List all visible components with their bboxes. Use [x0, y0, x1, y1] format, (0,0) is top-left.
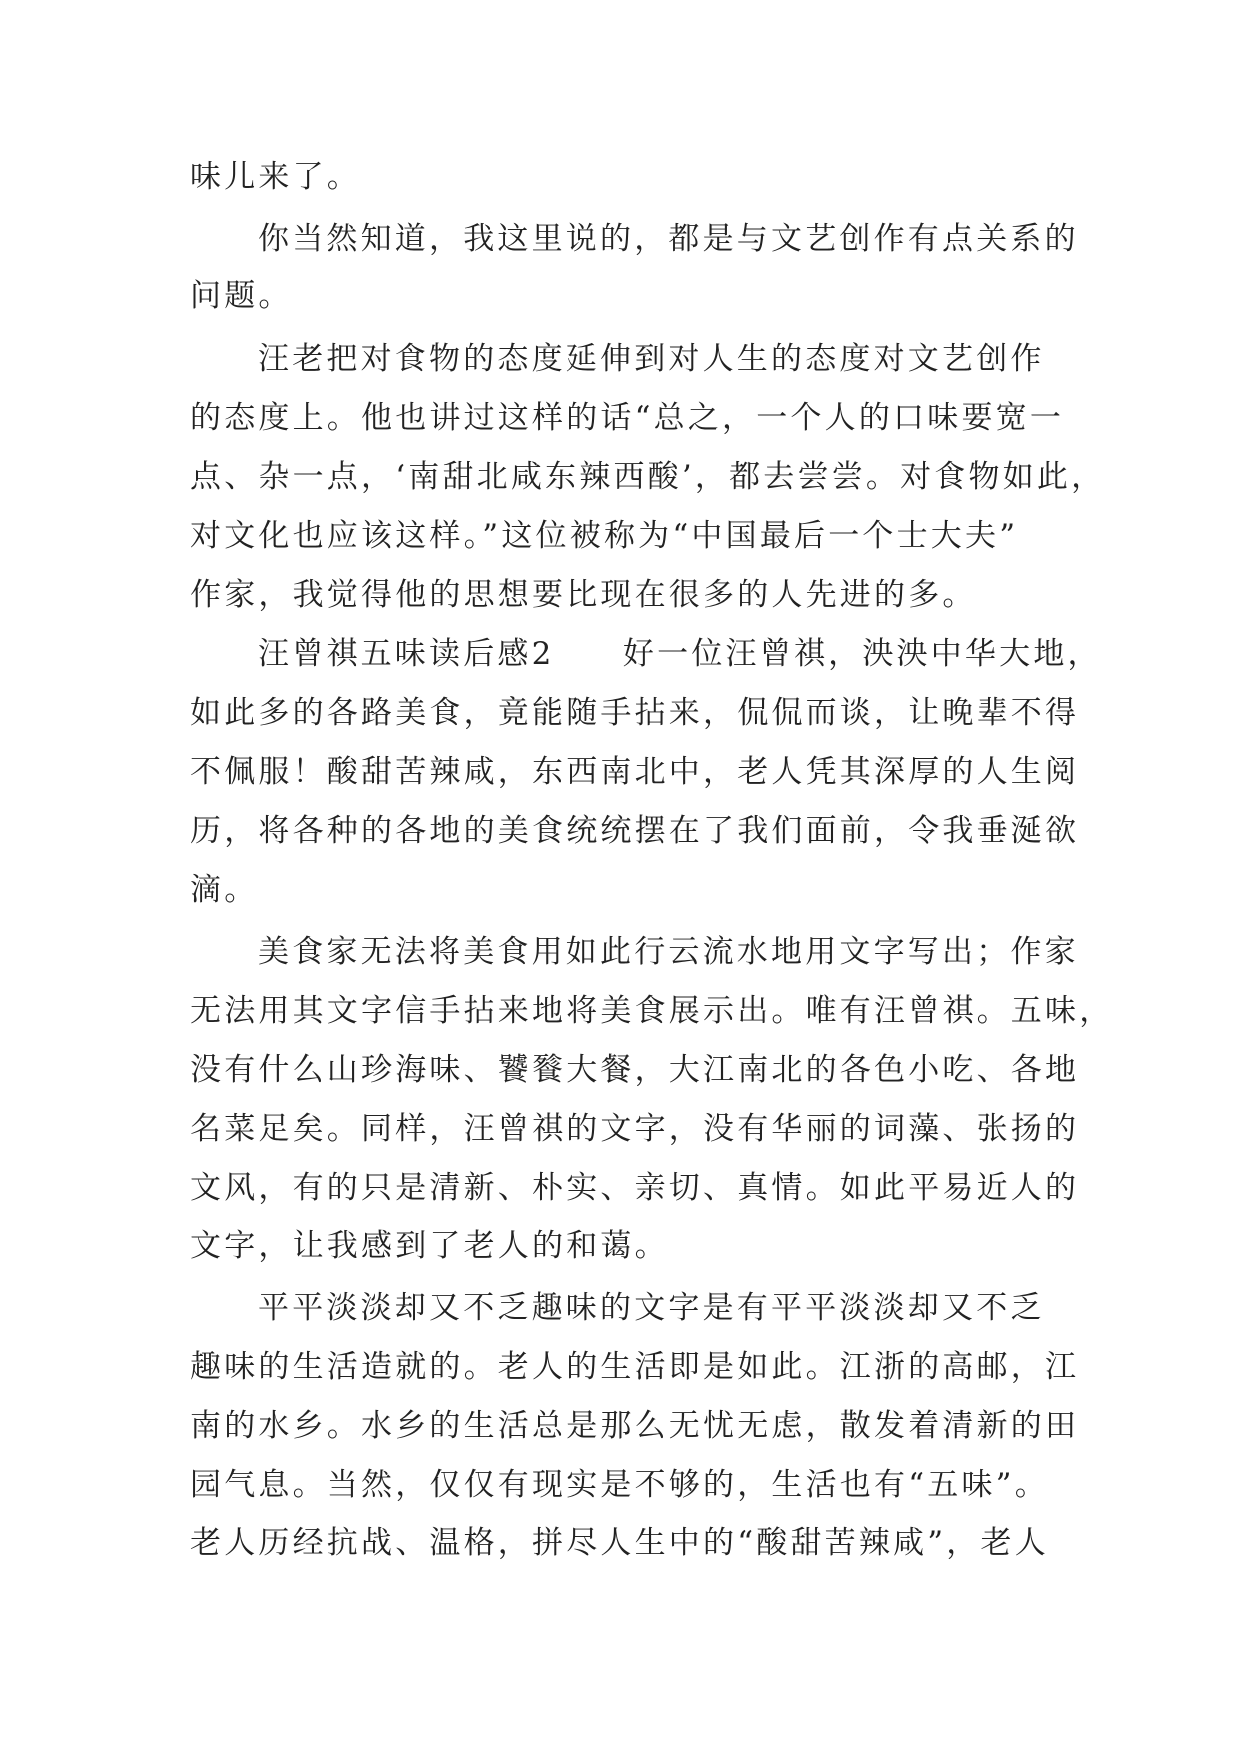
text-line: 无法用其文字信手拈来地将美食展示出。唯有汪曾祺。五味，: [190, 993, 1114, 1029]
text-line: 点、杂一点，‘南甜北咸东辣西酸’，都去尝尝。对食物如此，: [190, 459, 1106, 495]
text-line: 文风，有的只是清新、朴实、亲切、真情。如此平易近人的: [190, 1170, 1080, 1206]
text-line: 对文化也应该这样。”这位被称为“中国最后一个士大夫”: [190, 518, 1019, 554]
text-line: 味儿来了。: [190, 159, 361, 195]
text-line: 滴。: [190, 872, 259, 908]
text-line: 名菜足矣。同样，汪曾祺的文字，没有华丽的词藻、张扬的: [190, 1111, 1080, 1147]
text-line: 园气息。当然，仅仅有现实是不够的，生活也有“五味”。: [190, 1467, 1049, 1503]
text-line: 老人历经抗战、温格，拼尽人生中的“酸甜苦辣咸”，老人: [190, 1525, 1049, 1561]
text-line: 汪曾祺五味读后感2 好一位汪曾祺，泱泱中华大地，: [258, 636, 1102, 672]
text-line: 文字，让我感到了老人的和蔼。: [190, 1228, 669, 1264]
text-line: 历，将各种的各地的美食统统摆在了我们面前，令我垂涎欲: [190, 813, 1080, 849]
text-line: 问题。: [190, 278, 293, 314]
text-line: 趣味的生活造就的。老人的生活即是如此。江浙的高邮，江: [190, 1349, 1080, 1385]
text-line: 汪老把对食物的态度延伸到对人生的态度对文艺创作: [258, 341, 1045, 377]
text-line: 的态度上。他也讲过这样的话“总之，一个人的口味要宽一: [190, 400, 1065, 436]
text-line: 南的水乡。水乡的生活总是那么无忧无虑，散发着清新的田: [190, 1408, 1080, 1444]
text-line: 如此多的各路美食，竟能随手拈来，侃侃而谈，让晚辈不得: [190, 695, 1080, 731]
text-line: 平平淡淡却又不乏趣味的文字是有平平淡淡却又不乏: [258, 1290, 1045, 1326]
text-line: 作家，我觉得他的思想要比现在很多的人先进的多。: [190, 577, 977, 613]
text-line: 没有什么山珍海味、饕餮大餐，大江南北的各色小吃、各地: [190, 1052, 1080, 1088]
text-line: 不佩服！酸甜苦辣咸，东西南北中，老人凭其深厚的人生阅: [190, 754, 1080, 790]
text-line: 美食家无法将美食用如此行云流水地用文字写出；作家: [258, 934, 1079, 970]
text-line: 你当然知道，我这里说的，都是与文艺创作有点关系的: [258, 221, 1079, 257]
